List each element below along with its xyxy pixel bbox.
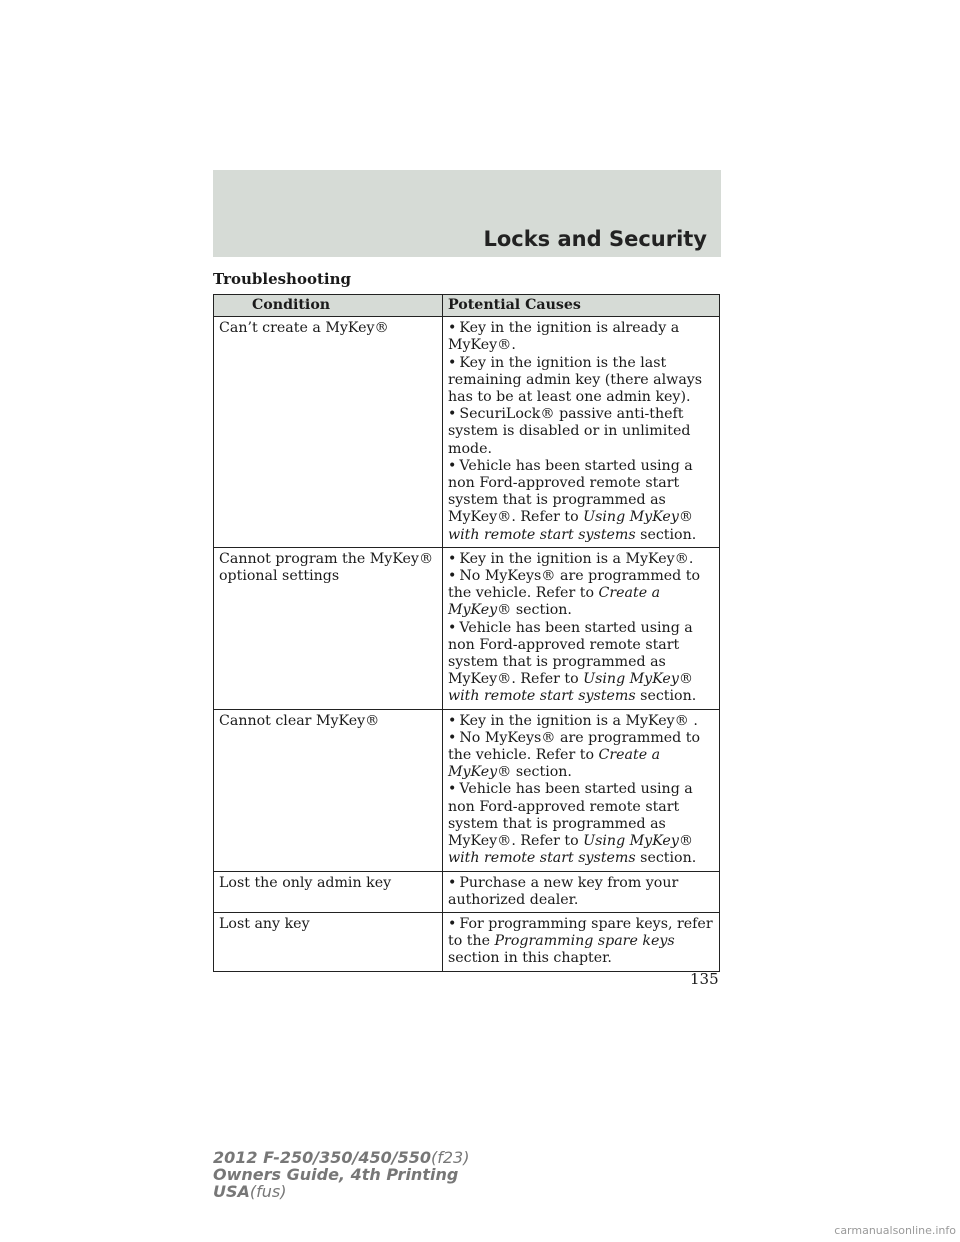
section-title: Troubleshooting xyxy=(213,270,351,288)
page-number: 135 xyxy=(690,970,719,988)
table-row xyxy=(214,317,720,548)
causes-cell xyxy=(443,317,720,548)
table-header-row xyxy=(214,295,720,317)
cause-item: • No MyKeys® are programmed to the vehicle. Refer to Create a MyKey® section. xyxy=(448,730,714,782)
table-row xyxy=(214,871,720,912)
cause-item: • Vehicle has been started using a non Ford-approved remote start system that is programmed as MyKey®. Refer to Using MyKey® with remote start systems section. xyxy=(448,458,714,544)
section-reference: Using MyKey® with remote start systems xyxy=(448,509,694,543)
troubleshooting-table xyxy=(213,294,720,972)
causes-cell xyxy=(443,912,720,971)
table-row xyxy=(214,912,720,971)
chapter-header xyxy=(213,170,721,257)
cause-item: • Key in the ignition is already a MyKey®. xyxy=(448,320,714,354)
footer-line-printing: Owners Guide, 4th Printing xyxy=(213,1165,459,1184)
condition-cell: Lost the only admin key xyxy=(214,871,443,912)
section-reference: Create a MyKey® xyxy=(448,585,661,619)
cause-item: • For programming spare keys, refer to the Programming spare keys section in this chapter. xyxy=(448,916,714,968)
watermark: carmanualsonline.info xyxy=(834,1224,956,1237)
cause-item: • Key in the ignition is the last remaining admin key (there always has to be at least one admin key). xyxy=(448,355,714,407)
condition-cell: Lost any key xyxy=(214,912,443,971)
section-reference: Programming spare keys xyxy=(494,933,675,950)
footer-line-region: USA(fus) xyxy=(213,1182,287,1201)
table-row xyxy=(214,709,720,871)
cause-item: • Key in the ignition is a MyKey®. xyxy=(448,551,714,568)
cause-item: • Key in the ignition is a MyKey® . xyxy=(448,713,714,730)
cause-item: • Purchase a new key from your authorized dealer. xyxy=(448,875,714,909)
causes-cell xyxy=(443,871,720,912)
table-row xyxy=(214,547,720,709)
cause-item: • Vehicle has been started using a non Ford-approved remote start system that is programmed as MyKey®. Refer to Using MyKey® with remote start systems section. xyxy=(448,620,714,706)
section-reference: Create a MyKey® xyxy=(448,747,661,781)
cause-item: • No MyKeys® are programmed to the vehicle. Refer to Create a MyKey® section. xyxy=(448,568,714,620)
column-header-condition: Condition xyxy=(214,295,443,317)
condition-cell: Cannot clear MyKey® xyxy=(214,709,443,871)
section-reference: Using MyKey® with remote start systems xyxy=(448,833,694,867)
document-footer xyxy=(213,1149,469,1200)
chapter-title: Locks and Security xyxy=(483,227,707,251)
causes-cell xyxy=(443,709,720,871)
table-body xyxy=(214,317,720,971)
causes-cell xyxy=(443,547,720,709)
footer-line-model: 2012 F-250/350/450/550(f23) xyxy=(213,1148,470,1167)
section-reference: Using MyKey® with remote start systems xyxy=(448,671,694,705)
condition-cell: Cannot program the MyKey® optional settings xyxy=(214,547,443,709)
column-header-causes: Potential Causes xyxy=(443,295,720,317)
cause-item: • SecuriLock® passive anti-theft system is disabled or in unlimited mode. xyxy=(448,406,714,458)
condition-cell: Can’t create a MyKey® xyxy=(214,317,443,548)
cause-item: • Vehicle has been started using a non Ford-approved remote start system that is programmed as MyKey®. Refer to Using MyKey® with remote start systems section. xyxy=(448,781,714,867)
